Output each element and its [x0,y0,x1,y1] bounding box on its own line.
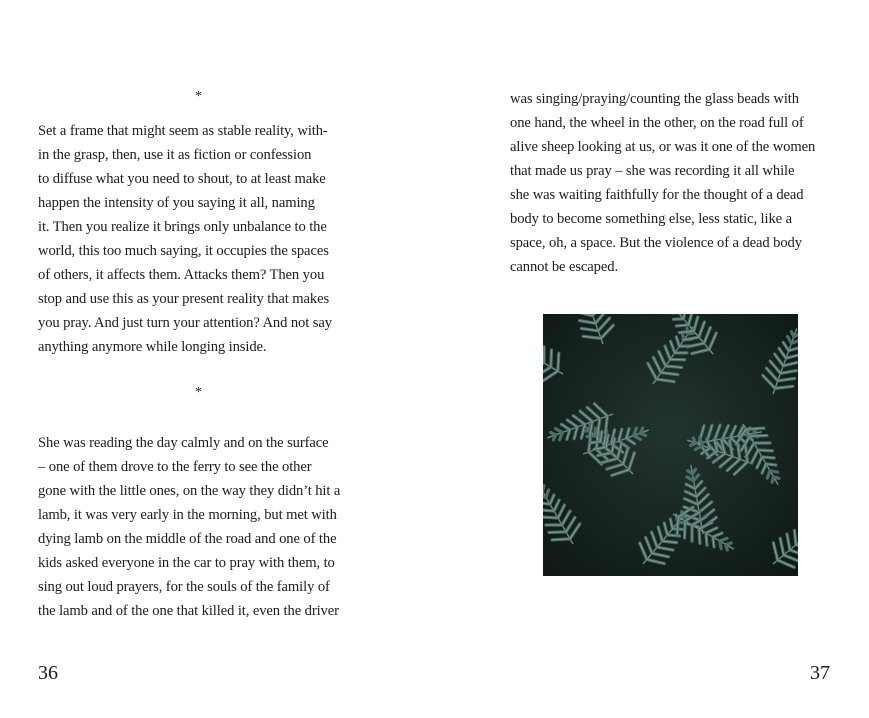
text-line: world, this too much saying, it occupies the spaces [38,243,329,259]
text-line: that made us pray – she was recording it all while [510,163,795,179]
page-number: 36 [38,662,58,684]
text-line: space, oh, a space. But the violence of a dead body [510,235,802,251]
text-line: body to become something else, less static, like a [510,211,792,227]
text-line: to diffuse what you need to shout, to at least make [38,171,326,187]
text-line: she was waiting faithfully for the thought of a dead [510,187,804,203]
fern-photo [543,314,798,576]
text-line: anything anymore while longing inside. [38,339,267,355]
text-line: the lamb and of the one that killed it, even the driver [38,603,339,619]
text-line: alive sheep looking at us, or was it one of the women [510,139,816,155]
text-line: of others, it affects them. Attacks them? Then you [38,267,325,283]
text-line: She was reading the day calmly and on the surface [38,435,329,451]
text-line: was singing/praying/counting the glass beads with [510,91,799,107]
fern-leaves-icon [543,314,798,576]
text-line: cannot be escaped. [510,259,619,275]
text-line: in the grasp, then, use it as fiction or confession [38,147,312,163]
text-line: – one of them drove to the ferry to see the other [38,459,312,475]
text-line: stop and use this as your present reality that makes [38,291,330,307]
section-separator: * [195,89,202,104]
section-separator: * [195,385,202,400]
left-page [0,0,434,718]
text-line: sing out loud prayers, for the souls of the family of [38,579,330,595]
text-line: kids asked everyone in the car to pray with them, to [38,555,335,571]
right-page [434,0,869,718]
text-line: happen the intensity of you saying it all, naming [38,195,315,211]
text-line: one hand, the wheel in the other, on the road full of [510,115,804,131]
text-line: it. Then you realize it brings only unbalance to the [38,219,327,235]
page-number: 37 [810,662,830,684]
text-line: Set a frame that might seem as stable reality, with- [38,123,328,139]
text-line: dying lamb on the middle of the road and one of the [38,531,337,547]
text-line: gone with the little ones, on the way they didn’t hit a [38,483,341,499]
text-line: lamb, it was very early in the morning, but met with [38,507,337,523]
text-line: you pray. And just turn your attention? And not say [38,315,332,331]
